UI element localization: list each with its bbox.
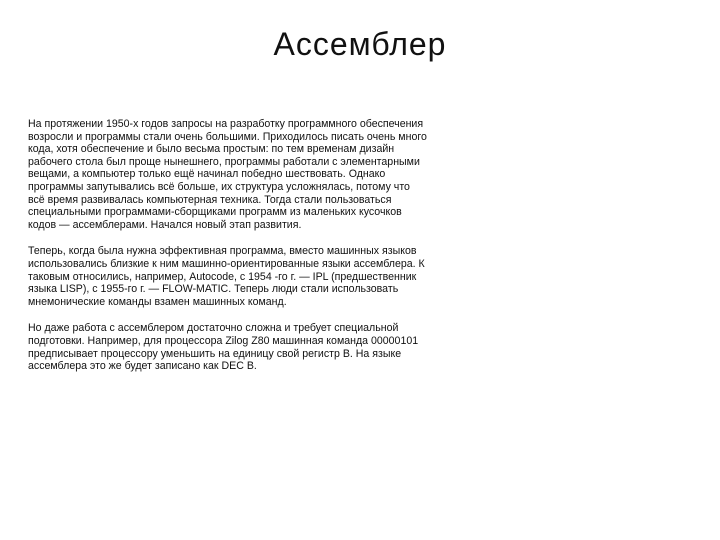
paragraph-3: Но даже работа с ассемблером достаточно сложна и требует специальной подготовки. Например, для процессора Zilog Z80 машинная команда 00000101 предписывает процессору уменьшить на единицу свой регистр B. На языке ассемблера это же будет записано как DEC B. — [28, 322, 419, 373]
paragraph-2: Теперь, когда была нужна эффективная программа, вместо машинных языков использовались близкие к ним машинно-ориентированные языки ассемблера. К таковым относились, например, Autocode, с 1954 -го г. — IPL (предшественник языка LISP), с 1955-го г. — FLOW-MATIC. Теперь люди стали использовать мнемонические команды взамен машинных команд. — [28, 245, 425, 308]
slide-body — [28, 118, 428, 387]
slide-title — [0, 22, 720, 66]
slide-title-text: Ассемблер — [273, 26, 447, 62]
paragraph-1: На протяжении 1950-х годов запросы на разработку программного обеспечения возросли и программы стали очень большими. Приходилось писать очень много кода, хотя обеспечение и было весьма простым: по тем временам дизайн рабочего стола был проще нынешнего, программы работали с элементарными вещами, а компьютер только ещё начинал победно шествовать. Однако программы запутывались всё больше, их структура усложнялась, потому что всё время развивалась компьютерная техника. Тогда стали пользоваться специальными программами-сборщиками программ из маленьких кусочков кодов — ассемблерами. Начался новый этап развития. — [28, 118, 427, 231]
